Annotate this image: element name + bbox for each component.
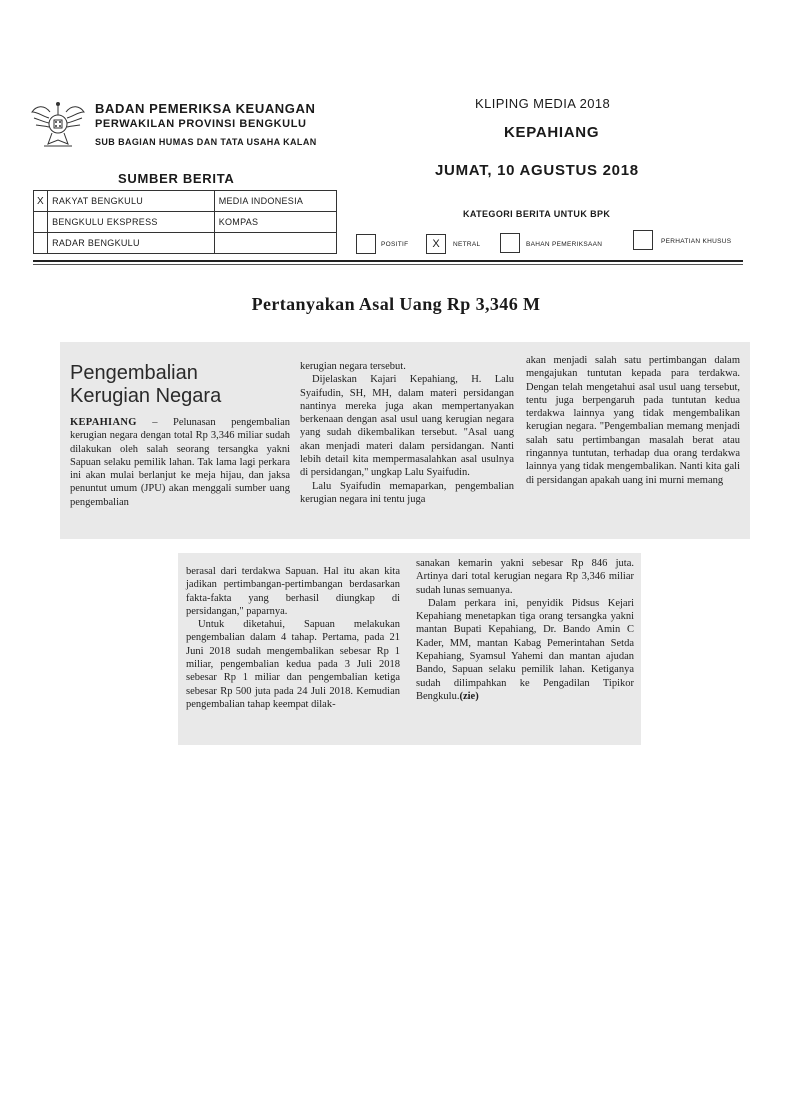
category-label: POSITIF [381, 241, 409, 248]
clipping-block [178, 553, 641, 745]
category-checkbox-bahan-pemeriksaan[interactable] [500, 233, 520, 253]
source-name: RAKYAT BENGKULU [48, 191, 215, 212]
category-label: PERHATIAN KHUSUS [661, 238, 732, 245]
article-column [70, 362, 290, 509]
source-checkbox[interactable] [34, 233, 48, 254]
source-name: RADAR BENGKULU [48, 233, 215, 254]
garuda-logo-icon [30, 98, 86, 150]
article-column [526, 354, 740, 487]
category-checkbox-positif[interactable] [356, 234, 376, 254]
source-row [34, 233, 337, 254]
article-paragraph: kerugian negara tersebut. [300, 361, 406, 372]
article-paragraph [416, 597, 634, 703]
org-branch: PERWAKILAN PROVINSI BENGKULU [95, 118, 307, 130]
source-row [34, 191, 337, 212]
article-column [416, 557, 634, 703]
source-name: KOMPAS [214, 212, 336, 233]
subhead-line: Pengembalian [70, 362, 198, 384]
paragraph-text: – Pelunasan pengembalian kerugian negara dengan total Rp 3,346 miliar sudah dilakukan oleh salah seorang tersangka yakni Sapuan selaku pemilik lahan. Tak lama lagi perkara ini akan mulai berlanjut ke meja hijau, dan jaksa penuntut umum (JPU) akan menggali sumber uang pengembalian [70, 417, 290, 508]
category-checkbox-netral[interactable]: X [426, 234, 446, 254]
region-title: KEPAHIANG [504, 124, 600, 141]
clipping-block [60, 342, 750, 539]
source-name: MEDIA INDONESIA [214, 191, 336, 212]
paragraph-text: Dalam perkara ini, penyidik Pidsus Kejari Kepahiang menetapkan tiga orang tersangka yakni mantan Bupati Kepahiang, Dr. Bando Amin C Kader, MM, mantan Kabag Pemerintahan Setda Kepahiang, Syamsul Yahemi dan mantan ajudan Bando, Sapuan selaku pemilik lahan. Ketiganya sudah dilimpahkan ke Pengadilan Tipikor Bengkulu. [416, 597, 634, 702]
source-checkbox[interactable] [34, 212, 48, 233]
category-label: BAHAN PEMERIKSAAN [526, 241, 603, 248]
article-paragraph [70, 416, 290, 509]
article-paragraph: berasal dari terdakwa Sapuan. Hal itu akan kita jadikan pertimbangan-pertimbangan berdasarkan fakta-fakta yang berhasil diungkap di persidangan," paparnya. [186, 566, 400, 617]
article-paragraph: Dijelaskan Kajari Kepahiang, H. Lalu Syaifudin, SH, MH, dalam materi persidangan nantinya mereka juga akan mempertanyakan berkenaan dengan asal usul uang kerugian negara yang sudah dikembalikan tersebut. "Asal uang akan menjadi materi dalam persidangan. Nanti lebih detail kita mempermasalahkan asal usulnya di persidangan," ungkap Lalu Syaifudin. [300, 374, 514, 479]
source-row [34, 212, 337, 233]
article-paragraph: akan menjadi salah satu pertimbangan dalam mengajukan tuntutan kepada para terdakwa. Dengan telah mengetahui asal usul uang tersebut, tentu juga berpengaruh pada tuntutan kedua terdakwa lainnya yang tidak mengembalikan kerugian negara. "Pengembalian memang menjadi salah satu pertimbangan masalah berat atau ringannya tuntutan, terhadap dua orang terdakwa lainnya yang tidak mengembalikan. Nanti kita gali di persidangan apakah uang ini murni memang [526, 355, 740, 486]
article-headline: Pertanyakan Asal Uang Rp 3,346 M [251, 294, 541, 314]
source-name [214, 233, 336, 254]
org-name: BADAN PEMERIKSA KEUANGAN [95, 101, 316, 116]
article-column [300, 360, 514, 506]
article-subhead [70, 362, 290, 408]
article-paragraph: Lalu Syaifudin memaparkan, pengembalian kerugian negara ini tentu juga [300, 480, 514, 505]
category-checkbox-perhatian-khusus[interactable] [633, 230, 653, 250]
article-paragraph: Untuk diketahui, Sapuan melakukan pengembalian dalam 4 tahap. Pertama, pada 21 Juni 2018 sudah mengembalikan sebesar Rp 1 miliar, pengembalian kedua pada 3 Juli 2018 sebesar Rp 1 miliar dan pengembalian ketiga sebesar Rp 500 juta pada 24 Juli 2018. Kemudian pengembalian tahap keempat dilak- [186, 619, 400, 710]
byline: (zie) [459, 690, 479, 702]
header-divider [33, 260, 743, 262]
source-table [33, 190, 337, 254]
source-title: SUMBER BERITA [118, 171, 235, 186]
article-column [186, 565, 400, 711]
source-name: BENGKULU EKSPRESS [48, 212, 215, 233]
article-paragraph: sanakan kemarin yakni sebesar Rp 846 juta. Artinya dari total kerugian negara Rp 3,346 miliar sudah lunas semuanya. [416, 558, 634, 596]
category-title: KATEGORI BERITA UNTUK BPK [463, 209, 611, 219]
header-divider [33, 264, 743, 265]
kliping-title: KLIPING MEDIA 2018 [475, 96, 611, 111]
publication-date: JUMAT, 10 AGUSTUS 2018 [435, 162, 639, 179]
subhead-line: Kerugian Negara [70, 385, 222, 407]
source-checkbox[interactable]: X [34, 191, 48, 212]
dateline: KEPAHIANG [70, 417, 137, 428]
org-subdivision: SUB BAGIAN HUMAS DAN TATA USAHA KALAN [95, 137, 317, 147]
category-label: NETRAL [453, 241, 481, 248]
